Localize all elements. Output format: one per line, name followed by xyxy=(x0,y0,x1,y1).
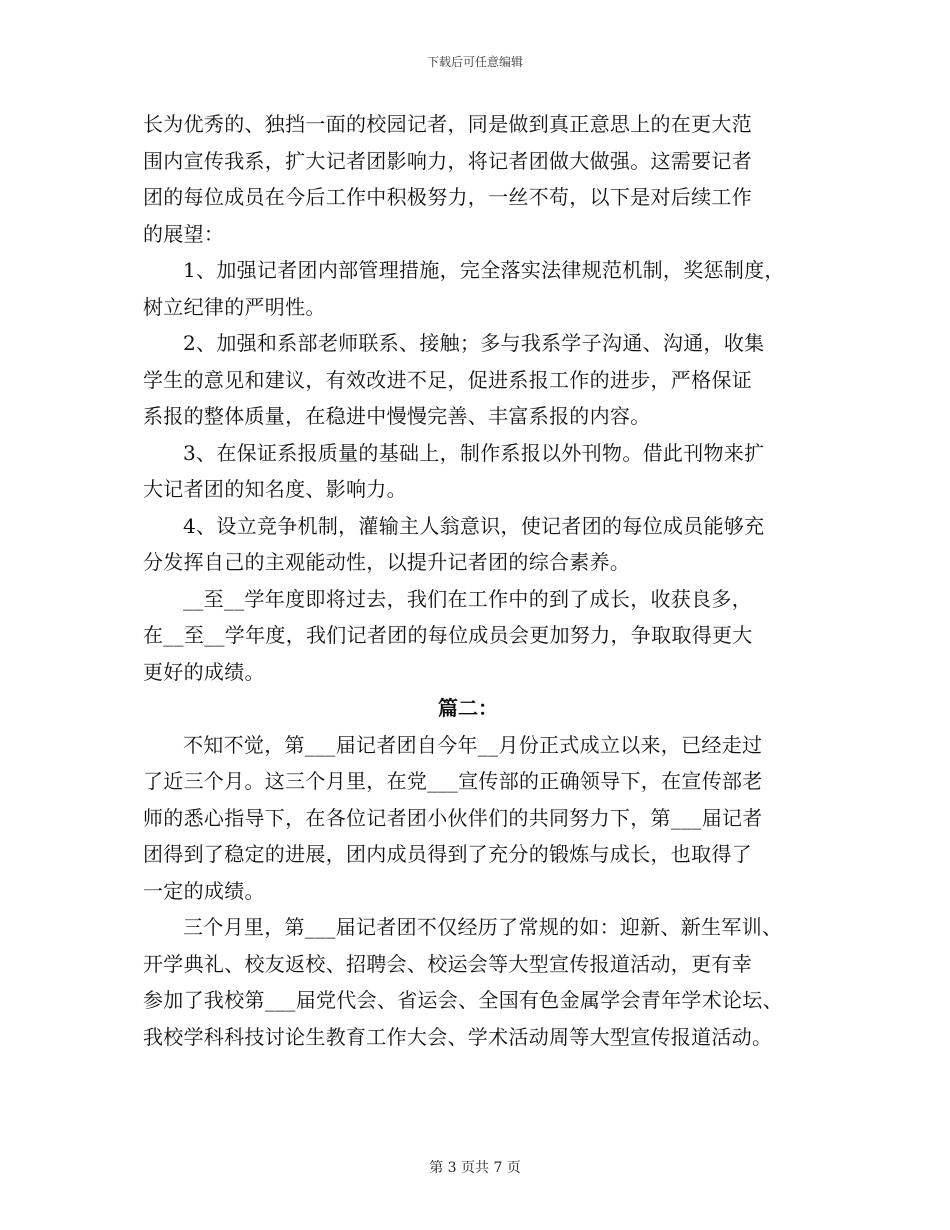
paragraph-line: 在__至__学年度，我们记者团的每位成员会更加努力，争取取得更大 xyxy=(143,623,753,647)
paragraph-first-line: __至__学年度即将过去，我们在工作中的到了成长，收获良多， xyxy=(183,586,752,611)
paragraph-first-line: 3、在保证系报质量的基础上，制作系报以外刊物。借此刊物来扩 xyxy=(183,440,765,465)
page-header-note: 下载后可任意编辑 xyxy=(426,55,523,69)
paragraph-line: 围内宣传我系，扩大记者团影响力，将记者团做大做强。这需要记者 xyxy=(143,148,752,173)
paragraph-line: 我校学科科技讨论生教育工作大会、学术活动周等大型宣传报道活动。 xyxy=(143,1024,773,1049)
paragraph-line: 了近三个月。这三个月里，在党___宣传部的正确领导下，在宣传部老 xyxy=(143,769,763,793)
paragraph-line: 团的每位成员在今后工作中积极努力，一丝不苟，以下是对后续工作 xyxy=(143,185,752,209)
paragraph-line: 一定的成绩。 xyxy=(143,878,265,903)
page-number: 第 3 页共 7 页 xyxy=(429,1160,521,1176)
paragraph-line: 树立纪律的严明性。 xyxy=(143,294,326,319)
section-heading: 篇二： xyxy=(438,696,498,720)
paragraph-first-line: 不知不觉，第___届记者团自今年__月份正式成立以来，已经走过 xyxy=(183,732,763,757)
paragraph-line: 学生的意见和建议，有效改进不足，促进系报工作的进步，严格保证 xyxy=(143,367,752,392)
paragraph-first-line: 2、加强和系部老师联系、接触；多与我系学子沟通、沟通，收集 xyxy=(183,331,765,355)
paragraph-line: 长为优秀的、独挡一面的校园记者，同是做到真正意思上的在更大范 xyxy=(143,112,752,136)
paragraph-line: 开学典礼、校友返校、招聘会、校运会等大型宣传报道活动，更有幸 xyxy=(143,951,752,976)
paragraph-line: 参加了我校第___届党代会、省运会、全国有色金属学会青年学术论坛、 xyxy=(143,988,783,1012)
paragraph-line: 师的悉心指导下，在各位记者团小伙伴们的共同努力下，第___届记者 xyxy=(143,805,763,830)
paragraph-line: 更好的成绩。 xyxy=(143,659,265,684)
paragraph-line: 的展望： xyxy=(143,221,225,246)
document-body xyxy=(143,106,843,1055)
paragraph-first-line: 1、加强记者团内部管理措施，完全落实法律规范机制，奖惩制度， xyxy=(183,258,785,282)
paragraph-line: 系报的整体质量，在稳进中慢慢完善、丰富系报的内容。 xyxy=(143,404,651,428)
paragraph-first-line: 4、设立竞争机制，灌输主人翁意识，使记者团的每位成员能够充 xyxy=(183,513,765,538)
paragraph-line: 团得到了稳定的进展，团内成员得到了充分的锻炼与成长，也取得了 xyxy=(143,842,752,866)
paragraph-first-line: 三个月里，第___届记者团不仅经历了常规的如：迎新、新生军训、 xyxy=(183,915,783,939)
paragraph-line: 分发挥自己的主观能动性，以提升记者团的综合素养。 xyxy=(143,550,631,574)
paragraph-line: 大记者团的知名度、影响力。 xyxy=(143,477,407,501)
